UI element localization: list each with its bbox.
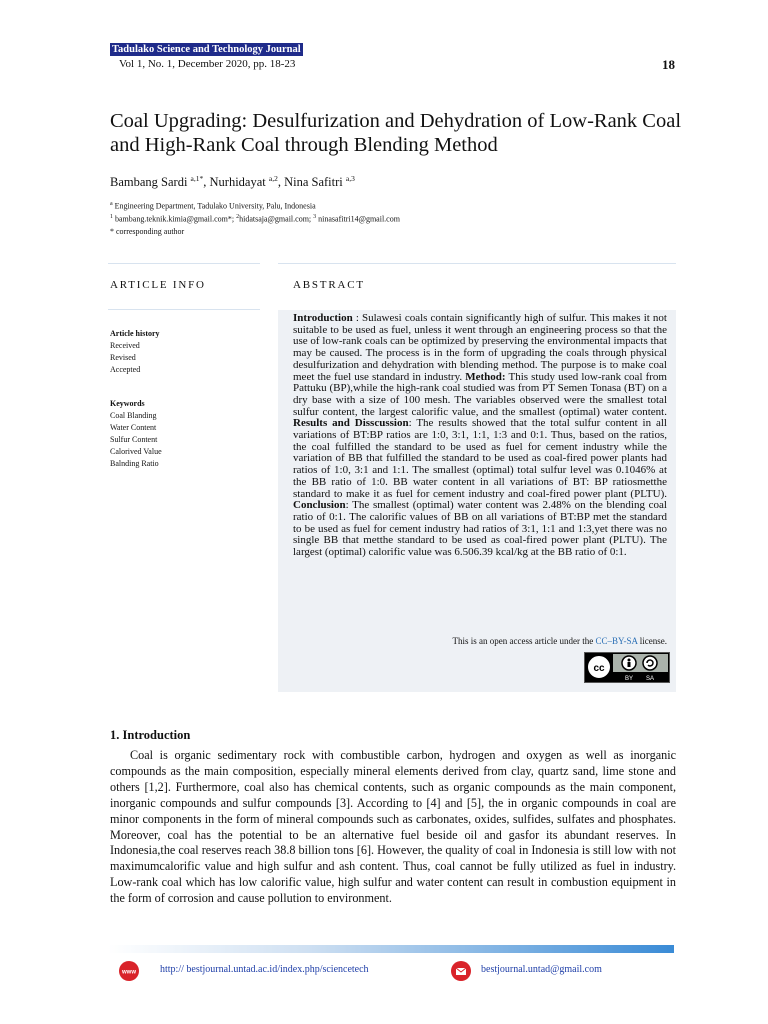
keyword-item: Water Content (110, 423, 157, 432)
abstract-intro-text: : Sulawesi coals contain significantly high of sulfur. This makes it not suitable to be used as fuel, unless it went through an engineering process so that the use of low-rank coals can be optimized by preserving the environmental impacts that may be caused. The process is in the form of upgrading the coals through physical desulfurization and dehydration with blending method. The purpose is to make coal meet the fuel use standard in industry. (293, 312, 667, 383)
footer-bar (108, 945, 674, 953)
affiliation-sup: a (110, 201, 113, 207)
abstract-results-text: : The results showed that the total sulfur content in all variations of BT:BP ratios are 1:0, 3:1, 1:1, 1:3 and 0:1. Thus, based on the ratios, the coal fulfilled the standard to be used as fuel for cement industry while the variation of BB that fulfilled the standard to be used as coal-fired power plants had ratios of 1:0, 3:1 and 1:1. The smallest (optimal) total sulfur level was 0.1046% at the BB ratio of 1:0. BB water content in all variations of BT: BP ratiosmetthe standard to make it as fuel for cement industry and coal-fired power plant (PLTU). (293, 417, 667, 500)
divider (108, 263, 260, 264)
abstract-conclusion-text: : The smallest (optimal) water content was 2.48% on the blending coal ratio of 0:1. The calorific values of BB on all variations of BT:BP met the standard to be used as fuel for cement industry had ratios of 3:1, 1:1 and 1:3,yet there was no single BB that metthe standard to be used as coal-fired power plant (PLTU). The largest (optimal) calorific value was 6.506.39 kcal/kg at the BB ratio of 0:1. (293, 499, 667, 559)
keyword-item: Balnding Ratio (110, 459, 159, 468)
footer-url-link[interactable]: http:// bestjournal.untad.ac.id/index.php/sciencetech (160, 964, 369, 975)
email-sup: 3 (313, 214, 317, 220)
divider (108, 309, 260, 310)
cc-by-sa-badge[interactable] (584, 652, 670, 683)
author-sup: a,3 (345, 174, 355, 183)
author-sup: a,2 (268, 174, 278, 183)
affiliation-text: Engineering Department, Tadulako University, Palu, Indonesia (112, 201, 316, 211)
history-accepted: Accepted (110, 365, 141, 374)
author-list (110, 174, 355, 190)
affiliation (110, 199, 316, 212)
cc-icon-text: cc (593, 663, 605, 674)
sa-share-icon (643, 656, 657, 670)
keywords-label: Keywords (110, 399, 145, 408)
sa-label: SA (645, 676, 655, 682)
abstract-method-label: Method: (465, 370, 506, 383)
introduction-paragraph: Coal is organic sedimentary rock with combustible carbon, hydrogen and oxygen as well as inorganic compounds as the main composition, especially mineral elements derived from clay, quartz sand, lime stone and others [1,2]. Furthermore, coal also has chemical contents, such as organic compounds as the main component, inorganic compounds and sulfur compounds [3]. According to [4] and [5], the in organic compounds in coal are minor components in the form of mineral compounds such as carbonates, oxides, sulfides, sulfates and phosphates. Moreover, coal has the potential to be an alternative fuel beside oil and gasfor its abundant reserves. In Indonesia,the coal reserves reach 38.8 billion tons [6]. However, the quality of coal in Indonesia is still low with not maximumcalorific value and high sulfur and ash content. Thus, coal cannot be fully utilized as fuel in industry. Low-rank coal which has low calorific value, high sulfur and water content can result in combustion equipment in the form of corrosion and cause pollution to environment. (110, 748, 676, 906)
author-name: Nina Safitri (284, 175, 346, 190)
email-link[interactable]: bambang.teknik.kimia@gmail.com*; (113, 214, 237, 224)
email-sup: 2 (236, 214, 240, 220)
history-revised: Revised (110, 353, 136, 362)
email-link[interactable]: hidatsaja@gmail.com; (239, 214, 314, 224)
license-statement (293, 636, 667, 646)
author-sep: , (277, 175, 285, 190)
keyword-item: Calorived Value (110, 447, 162, 456)
abstract-method-text: This study used low-rank coal from Pattuku (BP),while the high-rank coal studied was from PT Semen Tonasa (BT) on a dry base with a size of 100 mesh. The variables observed were the smallest total sulfur content, the largest calorific value, and the smallest (optimal) water content. (293, 370, 667, 418)
abstract-conclusion-label: Conclusion (293, 499, 346, 512)
paper-title: Coal Upgrading: Desulfurization and Dehydration of Low-Rank Coal and High-Rank Coal through Blending Method (110, 110, 682, 156)
article-history-label: Article history (110, 329, 160, 338)
divider (278, 263, 676, 264)
journal-name: Tadulako Science and Technology Journal (112, 44, 301, 55)
by-label: BY (624, 676, 634, 682)
corresponding-note: * corresponding author (110, 227, 185, 236)
section-heading-introduction: 1. Introduction (110, 728, 191, 742)
volume-info: Vol 1, No. 1, December 2020, pp. 18-23 (119, 58, 296, 70)
keyword-item: Sulfur Content (110, 435, 158, 444)
author-emails (110, 212, 400, 225)
author-sup: a,1* (190, 174, 204, 183)
cc-badge-graphic (585, 653, 669, 682)
abstract-results-label: Results and Disscussion (293, 417, 409, 430)
abstract-text (293, 313, 667, 559)
license-post: license. (637, 636, 667, 646)
article-info-heading: ARTICLE INFO (110, 279, 206, 291)
license-link[interactable]: CC–BY-SA (595, 636, 638, 646)
license-pre: This is an open access article under the (452, 636, 596, 646)
author-sep: , (203, 175, 210, 190)
keyword-item: Coal Blanding (110, 411, 157, 420)
introduction-body (110, 748, 676, 907)
abstract-intro-label: Introduction (293, 312, 353, 324)
page-number: 18 (662, 57, 675, 72)
history-received: Received (110, 341, 140, 350)
email-link[interactable]: ninasafitri14@gmail.com (316, 214, 400, 224)
author-name: Nurhidayat (209, 175, 269, 190)
abstract-heading: ABSTRACT (293, 279, 365, 291)
email-sup: 1 (110, 214, 113, 220)
footer-email-link[interactable]: bestjournal.untad@gmail.com (481, 964, 602, 975)
author-name: Bambang Sardi (110, 175, 191, 190)
email-icon (451, 961, 471, 981)
www-icon (119, 961, 139, 981)
www-icon-label: www (121, 969, 137, 976)
